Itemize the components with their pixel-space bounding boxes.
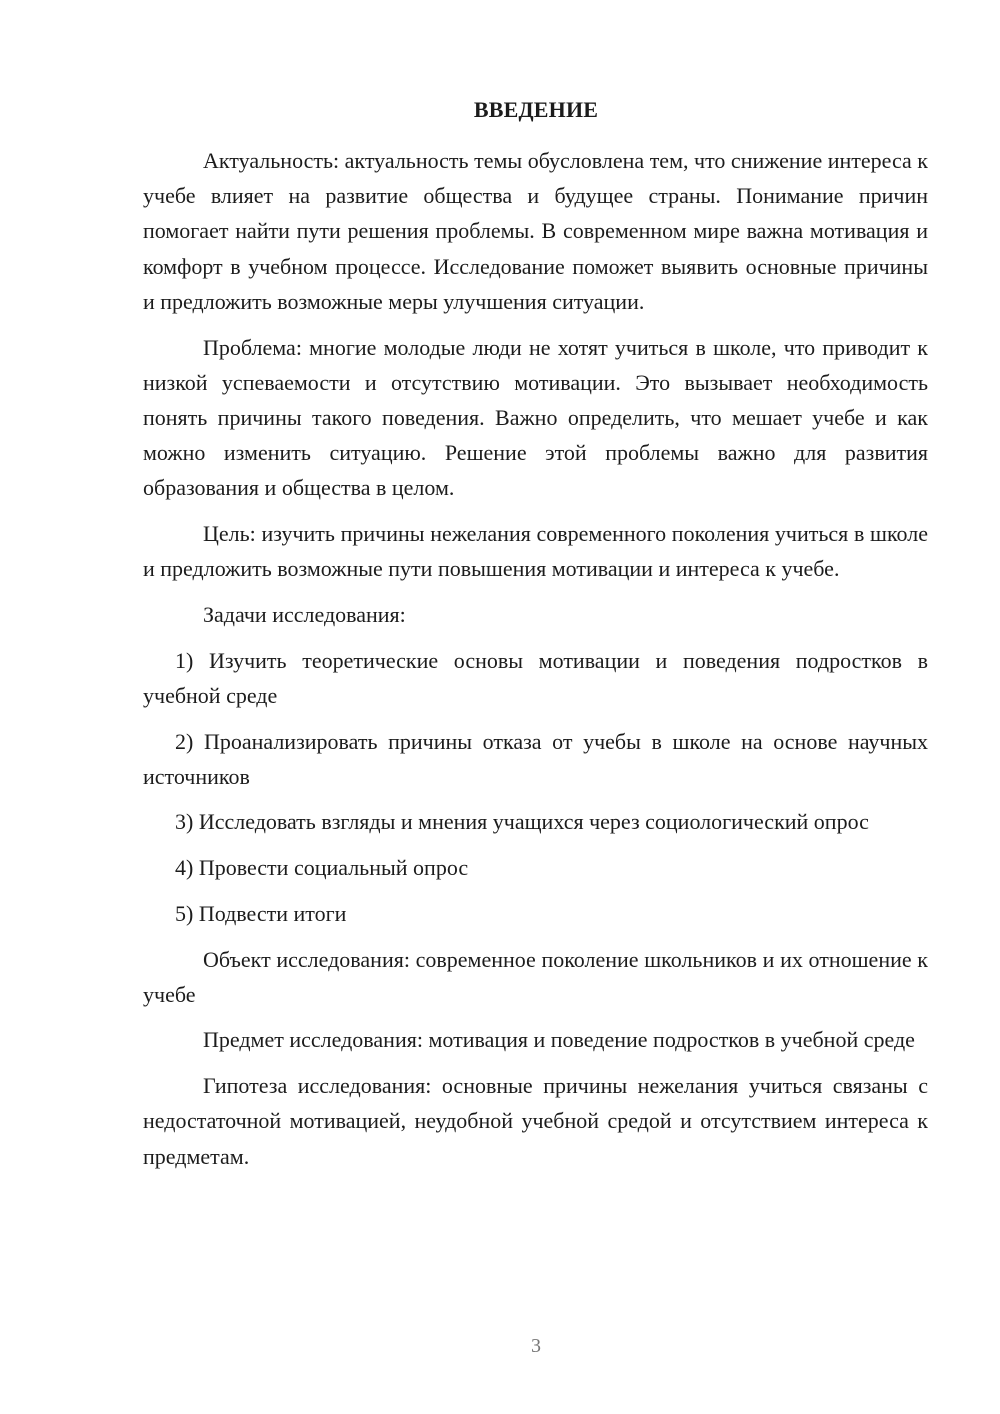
task-item-3: 3) Исследовать взгляды и мнения учащихся через социологический опрос [175,809,869,835]
task-item-5: 5) Подвести итоги [175,900,347,926]
task-item-1: 1) Изучить теоретические основы мотивации и поведения подростков в учебной среде [143,647,928,708]
paragraph-goal: Цель: изучить причины нежелания современного поколения учиться в школе и предложить возможные пути повышения мотивации и интереса к учебе. [143,521,928,582]
page-number: 3 [531,1335,541,1357]
paragraph-hypothesis: Гипотеза исследования: основные причины нежелания учиться связаны с недостаточной мотивацией, неудобной учебной средой и отсутствием интереса к предметам. [143,1073,928,1169]
page-title: ВВЕДЕНИЕ [473,97,599,122]
tasks-list [143,643,928,931]
paragraph-subject: Предмет исследования: мотивация и поведение подростков в учебной среде [203,1027,915,1053]
paragraph-problem: Проблема: многие молодые люди не хотят учиться в школе, что приводит к низкой успеваемости и отсутствию мотивации. Это вызывает необходимость понять причины такого поведения. Важно определить, что мешает учебе и как можно изменить ситуацию. Решение этой проблемы важно для развития образования и общества в целом. [143,334,928,501]
paragraph-object: Объект исследования: современное поколение школьников и их отношение к учебе [143,946,928,1007]
tasks-heading: Задачи исследования: [203,601,406,627]
task-item-2: 2) Проанализировать причины отказа от учебы в школе на основе научных источников [143,728,928,789]
task-item-4: 4) Провести социальный опрос [175,855,469,881]
paragraph-relevance: Актуальность: актуальность темы обусловлена тем, что снижение интереса к учебе влияет на развитие общества и будущее страны. Понимание причин помогает найти пути решения проблемы. В современном мире важна мотивация и комфорт в учебном процессе. Исследование поможет выявить основные причины и предложить возможные меры улучшения ситуации. [143,148,928,314]
document-body [143,143,928,1184]
